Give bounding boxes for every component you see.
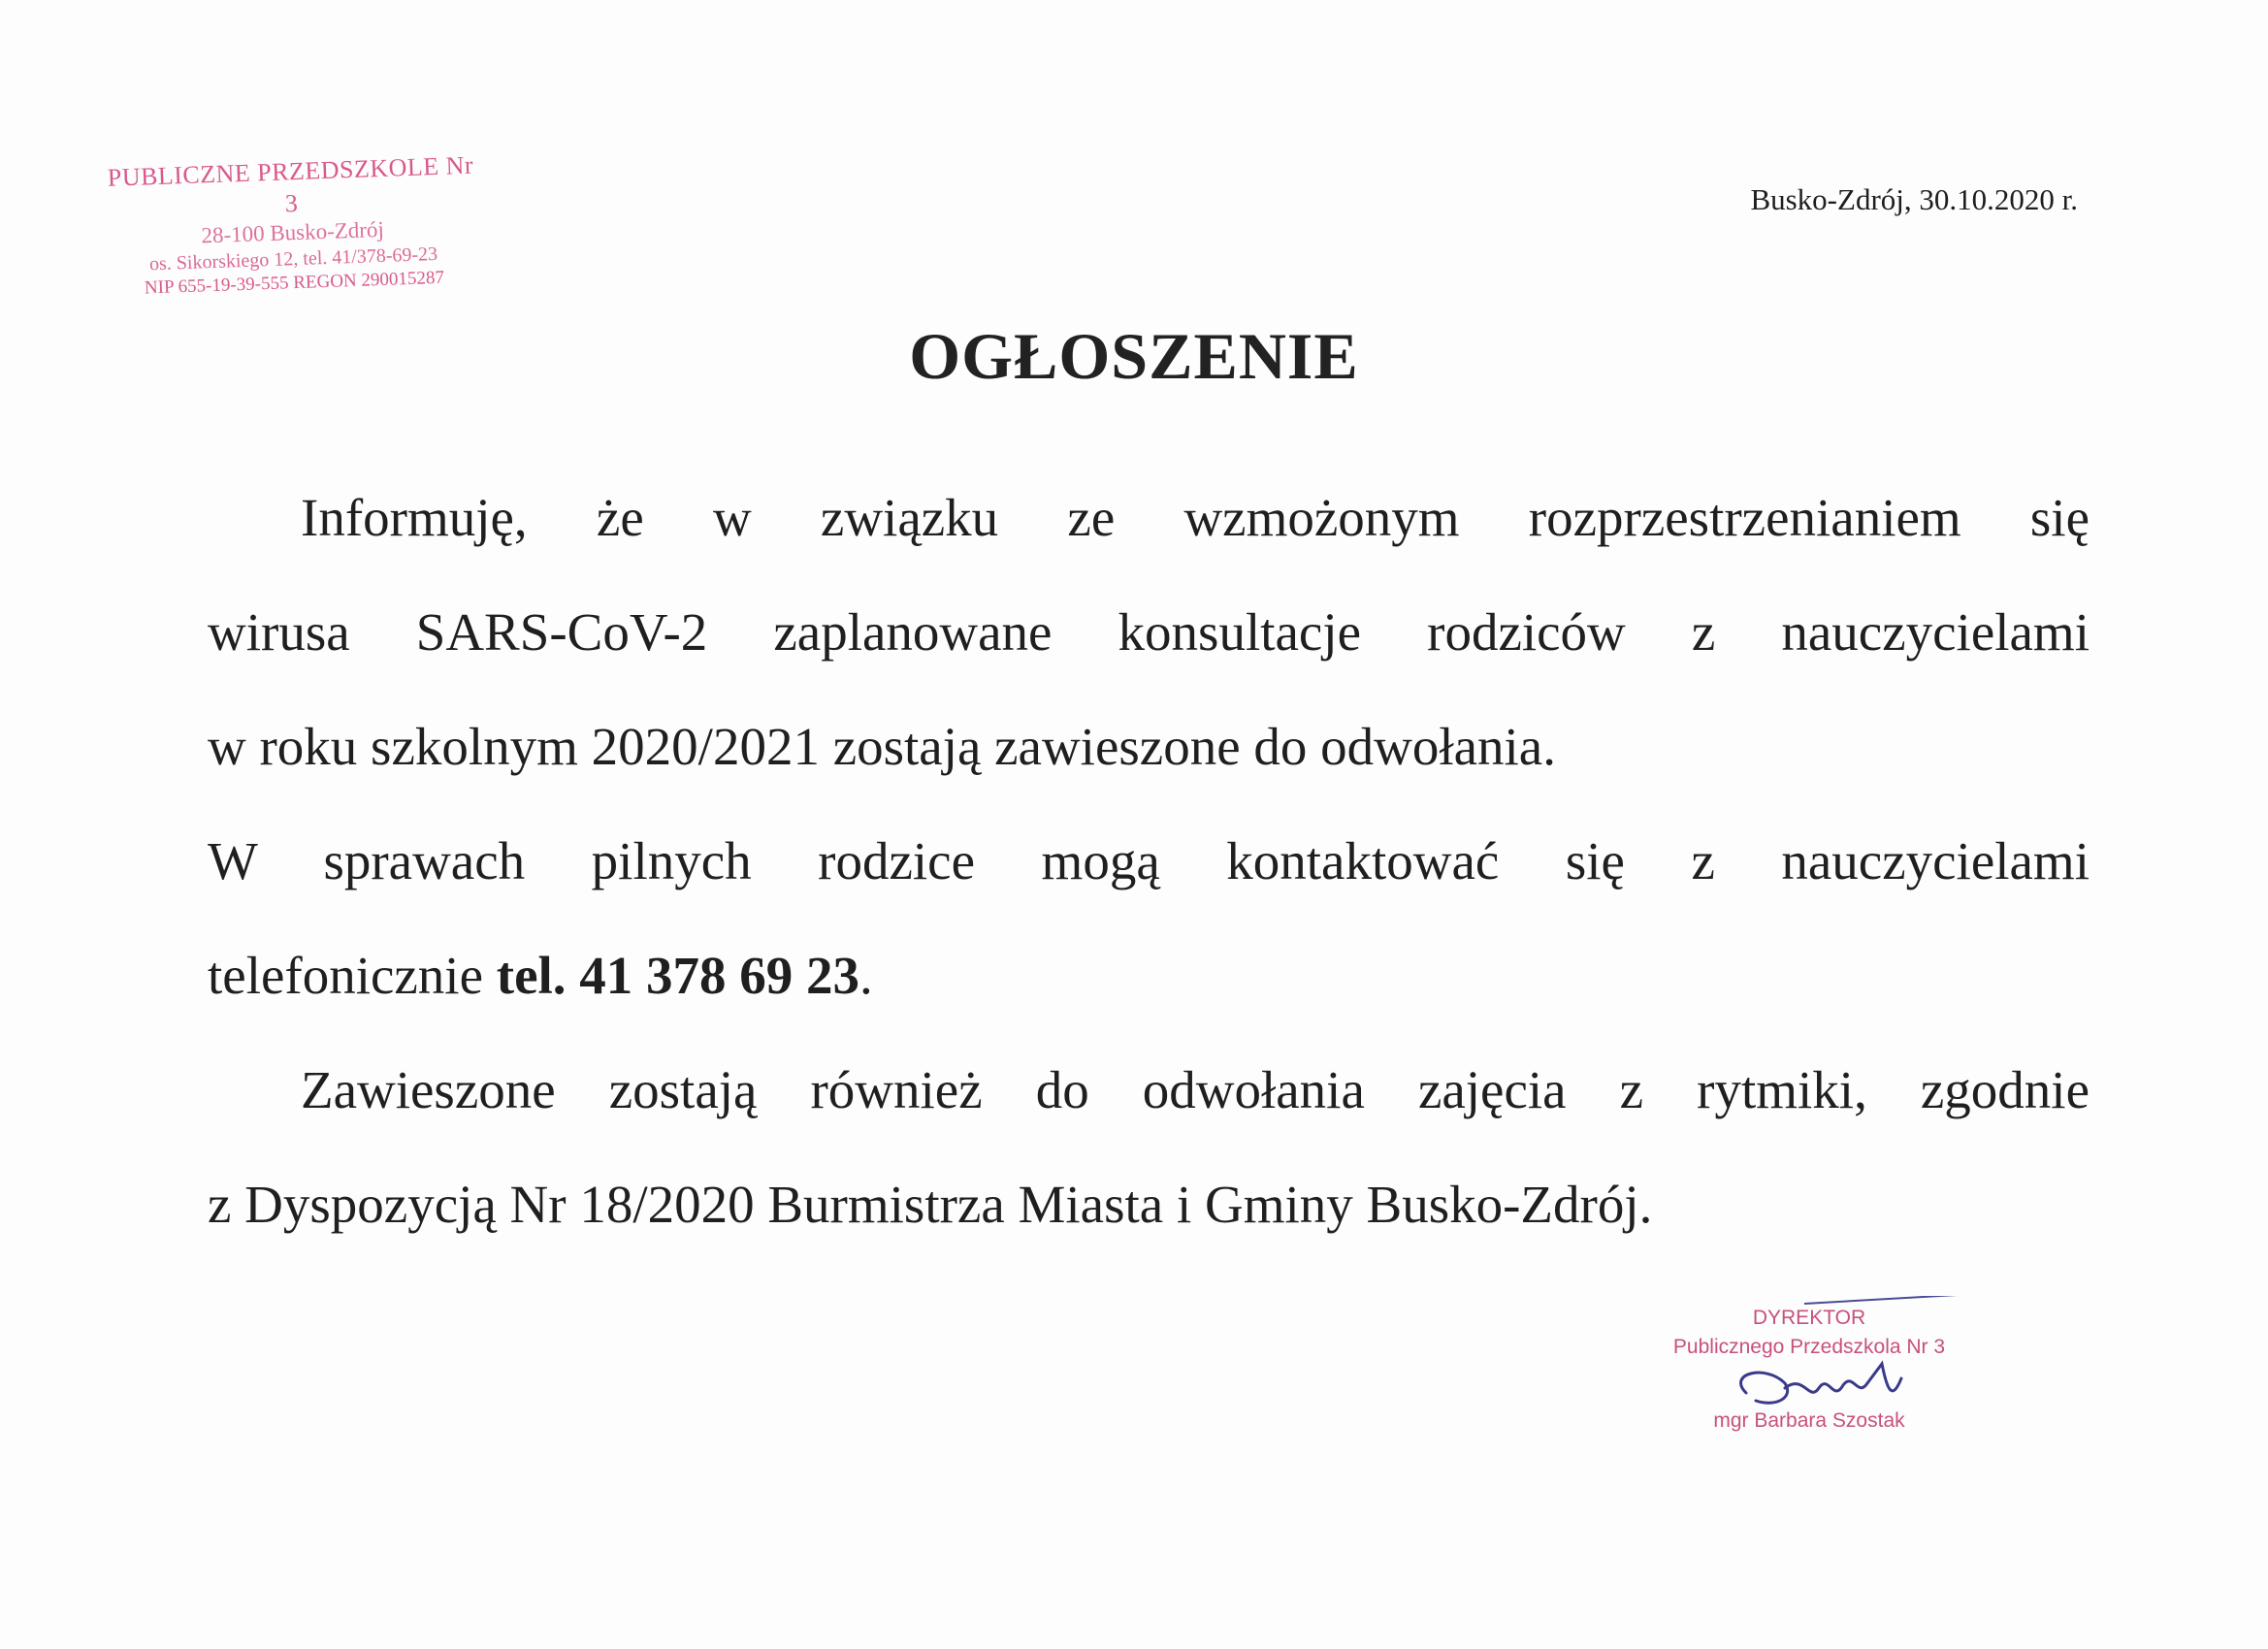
paragraph1-line3: w roku szkolnym 2020/2021 zostają zawieszone do odwołania. [208,717,1556,776]
stamp-ids: NIP 655-19-39-555 REGON 290015287 [144,267,445,299]
institution-stamp [101,149,484,301]
signature-role: DYREKTOR [1752,1307,1866,1329]
paragraph1-line1: Informuję, że w związku ze wzmożonym rozprzestrzenianiem się [301,488,2090,547]
paragraph2-line1: W sprawach pilnych rodzice mogą kontaktować się z nauczycielami [208,831,2090,890]
paragraph3-line1: Zawieszone zostają również do odwołania zajęcia z rytmiki, zgodnie [301,1060,2090,1119]
signature-institution: Publicznego Przedszkola Nr 3 [1672,1336,1946,1358]
stamp-address: os. Sikorskiego 12, tel. 41/378-69-23 [148,242,438,275]
announcement-body [208,487,2090,1288]
paragraph3-line2: z Dyspozycją Nr 18/2020 Burmistrza Miasta i Gminy Busko-Zdrój. [208,1175,1653,1234]
stamp-name: PUBLICZNE PRZEDSZKOLE Nr 3 [107,150,474,217]
phone-prefix: telefonicznie [208,946,497,1005]
document-title: OGŁOSZENIE [909,319,1359,393]
phone-number: tel. 41 378 69 23 [496,946,860,1005]
signature-space [1630,1362,1989,1406]
paragraph2-line2 [208,945,2090,1059]
signature-block [1630,1304,1989,1436]
phone-suffix: . [859,946,873,1005]
stamp-city: 28-100 Busko-Zdrój [201,216,385,248]
paragraph1-line2: wirusa SARS-CoV-2 zaplanowane konsultacje rodziców z nauczycielami [208,602,2090,662]
signature-name: mgr Barbara Szostak [1713,1409,1905,1432]
place-date: Busko-Zdrój, 30.10.2020 r. [1750,182,2078,216]
